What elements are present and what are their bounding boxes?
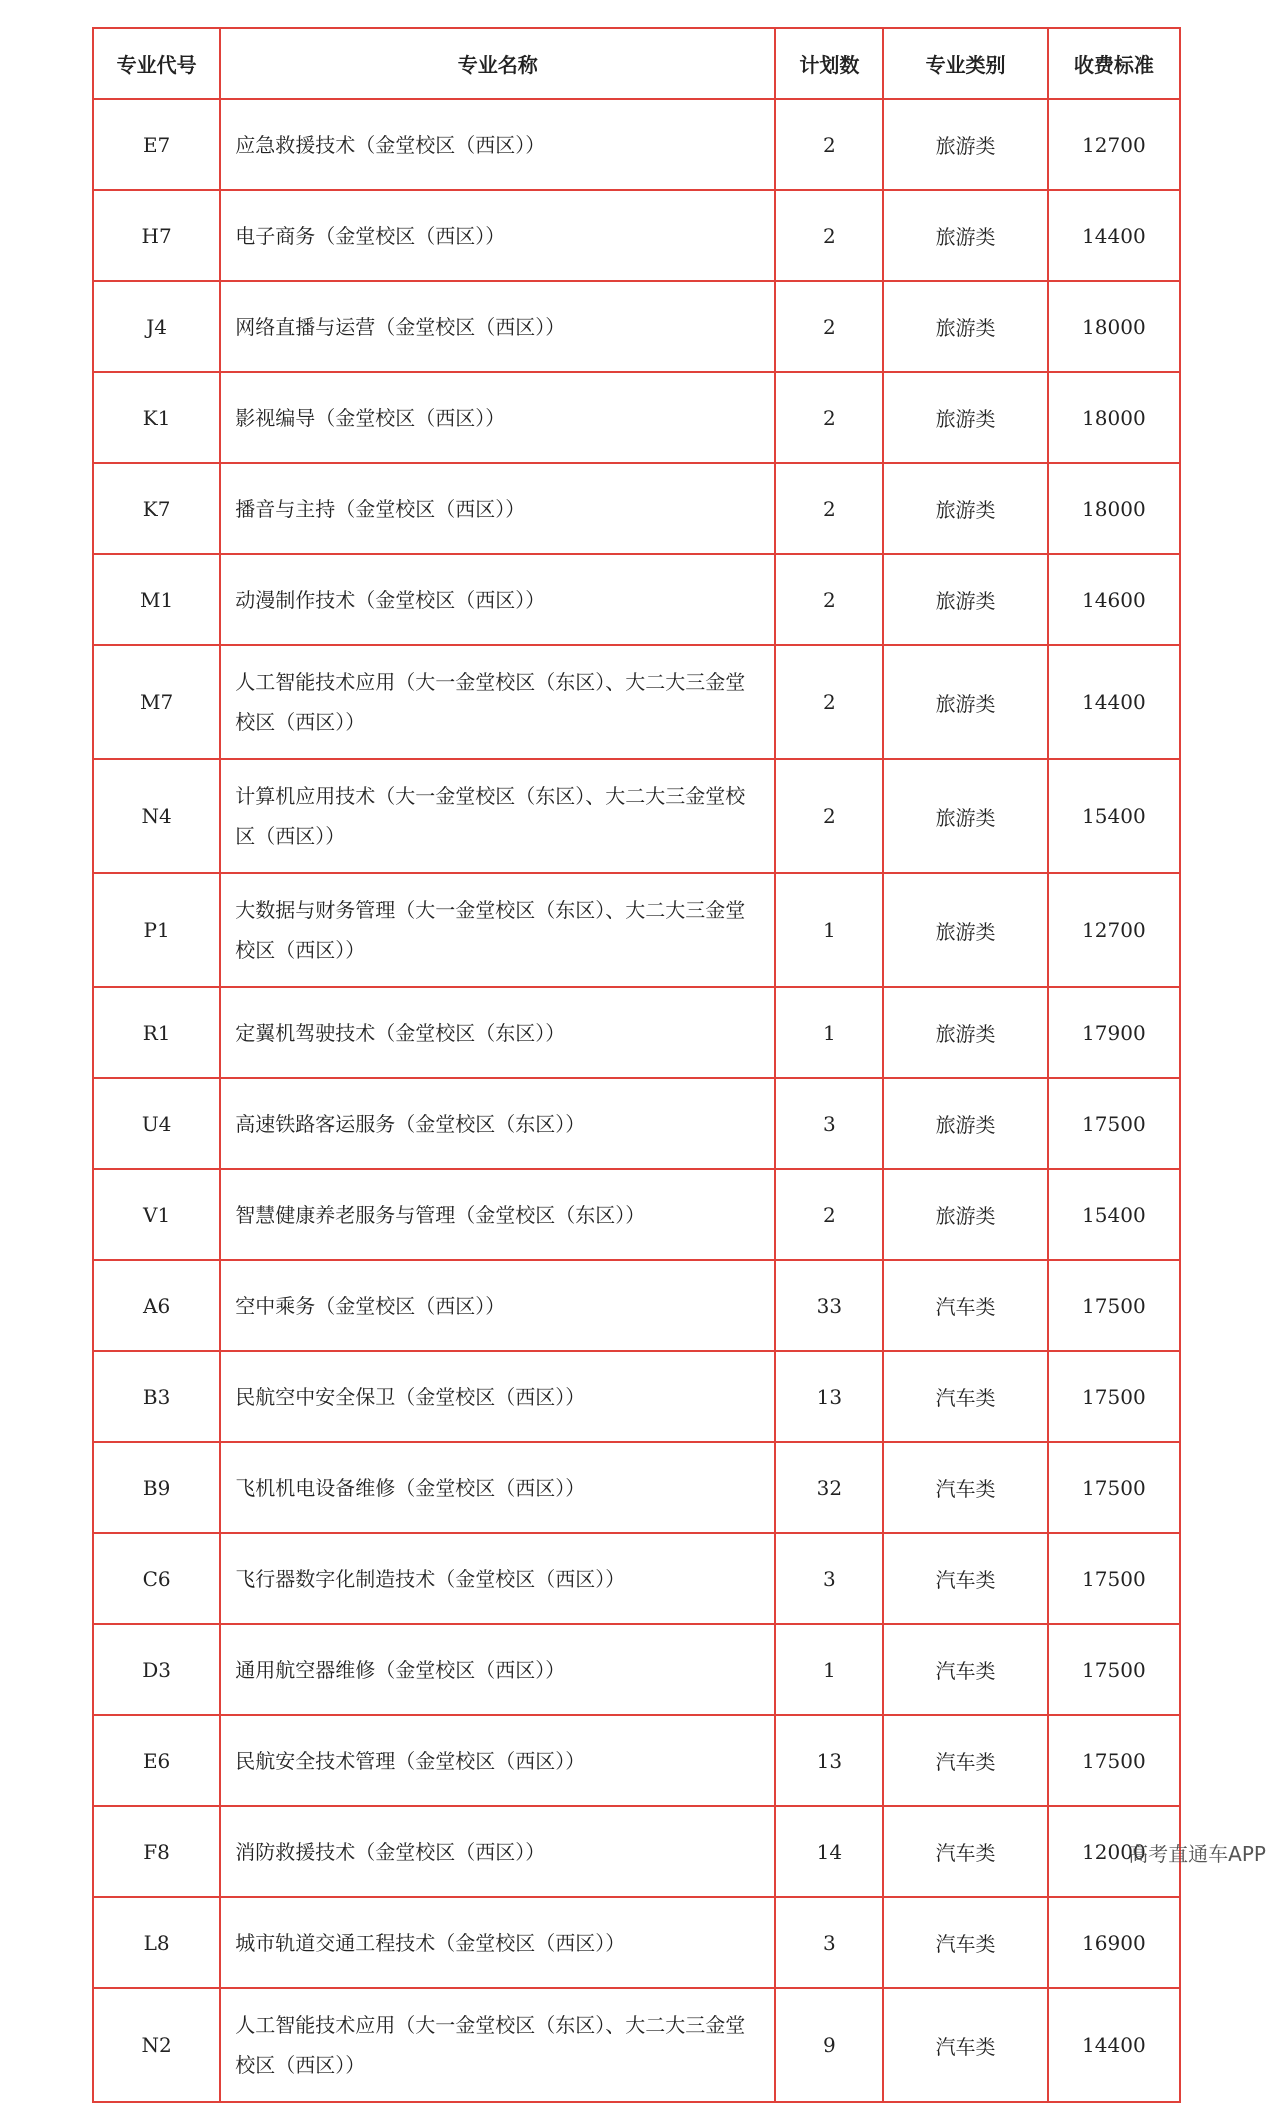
cell-name: 播音与主持（金堂校区（西区）） bbox=[220, 463, 775, 554]
cell-plan: 2 bbox=[775, 281, 883, 372]
table-row bbox=[93, 1806, 1180, 1897]
cell-fee: 18000 bbox=[1048, 372, 1180, 463]
header-fee: 收费标准 bbox=[1048, 28, 1180, 99]
table-row bbox=[93, 1715, 1180, 1806]
cell-fee: 14400 bbox=[1048, 645, 1180, 759]
cell-category: 旅游类 bbox=[883, 645, 1047, 759]
cell-code: F8 bbox=[93, 1806, 220, 1897]
cell-name: 动漫制作技术（金堂校区（西区）） bbox=[220, 554, 775, 645]
watermark-text: 高考直通车APP bbox=[1128, 1842, 1266, 1866]
cell-plan: 2 bbox=[775, 99, 883, 190]
cell-plan: 2 bbox=[775, 1169, 883, 1260]
cell-code: C6 bbox=[93, 1533, 220, 1624]
table-row bbox=[93, 190, 1180, 281]
cell-plan: 13 bbox=[775, 1351, 883, 1442]
header-name: 专业名称 bbox=[220, 28, 775, 99]
table-row bbox=[93, 1988, 1180, 2102]
cell-fee: 17900 bbox=[1048, 987, 1180, 1078]
cell-category: 汽车类 bbox=[883, 1806, 1047, 1897]
cell-plan: 2 bbox=[775, 759, 883, 873]
cell-category: 旅游类 bbox=[883, 1169, 1047, 1260]
table-row bbox=[93, 1351, 1180, 1442]
majors-table bbox=[92, 27, 1181, 2103]
cell-name: 民航空中安全保卫（金堂校区（西区）） bbox=[220, 1351, 775, 1442]
cell-name: 应急救援技术（金堂校区（西区）） bbox=[220, 99, 775, 190]
cell-code: V1 bbox=[93, 1169, 220, 1260]
table-row bbox=[93, 1260, 1180, 1351]
cell-code: N2 bbox=[93, 1988, 220, 2102]
cell-name: 大数据与财务管理（大一金堂校区（东区）、大二大三金堂校区（西区）） bbox=[220, 873, 775, 987]
header-code: 专业代号 bbox=[93, 28, 220, 99]
cell-plan: 32 bbox=[775, 1442, 883, 1533]
cell-fee: 17500 bbox=[1048, 1442, 1180, 1533]
cell-code: B3 bbox=[93, 1351, 220, 1442]
table-row bbox=[93, 987, 1180, 1078]
cell-plan: 2 bbox=[775, 554, 883, 645]
cell-name: 通用航空器维修（金堂校区（西区）） bbox=[220, 1624, 775, 1715]
cell-plan: 33 bbox=[775, 1260, 883, 1351]
cell-plan: 14 bbox=[775, 1806, 883, 1897]
cell-name: 空中乘务（金堂校区（西区）） bbox=[220, 1260, 775, 1351]
table-row bbox=[93, 1897, 1180, 1988]
table-row bbox=[93, 1624, 1180, 1715]
cell-code: E7 bbox=[93, 99, 220, 190]
cell-name: 高速铁路客运服务（金堂校区（东区）） bbox=[220, 1078, 775, 1169]
cell-code: P1 bbox=[93, 873, 220, 987]
cell-category: 旅游类 bbox=[883, 463, 1047, 554]
cell-category: 汽车类 bbox=[883, 1351, 1047, 1442]
table-row bbox=[93, 99, 1180, 190]
cell-category: 汽车类 bbox=[883, 1624, 1047, 1715]
cell-code: M7 bbox=[93, 645, 220, 759]
cell-fee: 12700 bbox=[1048, 99, 1180, 190]
cell-code: R1 bbox=[93, 987, 220, 1078]
cell-code: D3 bbox=[93, 1624, 220, 1715]
cell-plan: 2 bbox=[775, 463, 883, 554]
cell-category: 汽车类 bbox=[883, 1988, 1047, 2102]
cell-category: 旅游类 bbox=[883, 372, 1047, 463]
cell-plan: 2 bbox=[775, 645, 883, 759]
cell-plan: 3 bbox=[775, 1078, 883, 1169]
cell-fee: 18000 bbox=[1048, 281, 1180, 372]
cell-fee: 12700 bbox=[1048, 873, 1180, 987]
cell-fee: 17500 bbox=[1048, 1533, 1180, 1624]
cell-code: L8 bbox=[93, 1897, 220, 1988]
cell-plan: 3 bbox=[775, 1897, 883, 1988]
cell-name: 城市轨道交通工程技术（金堂校区（西区）） bbox=[220, 1897, 775, 1988]
cell-fee: 18000 bbox=[1048, 463, 1180, 554]
cell-category: 旅游类 bbox=[883, 281, 1047, 372]
cell-plan: 2 bbox=[775, 372, 883, 463]
table-row bbox=[93, 759, 1180, 873]
cell-name: 智慧健康养老服务与管理（金堂校区（东区）） bbox=[220, 1169, 775, 1260]
cell-plan: 1 bbox=[775, 873, 883, 987]
cell-category: 汽车类 bbox=[883, 1260, 1047, 1351]
table-header-row bbox=[93, 28, 1180, 99]
table-row bbox=[93, 554, 1180, 645]
cell-name: 消防救援技术（金堂校区（西区）） bbox=[220, 1806, 775, 1897]
cell-category: 汽车类 bbox=[883, 1897, 1047, 1988]
cell-fee: 17500 bbox=[1048, 1078, 1180, 1169]
cell-fee: 14400 bbox=[1048, 1988, 1180, 2102]
cell-code: J4 bbox=[93, 281, 220, 372]
cell-plan: 1 bbox=[775, 1624, 883, 1715]
header-plan: 计划数 bbox=[775, 28, 883, 99]
cell-category: 旅游类 bbox=[883, 873, 1047, 987]
cell-code: A6 bbox=[93, 1260, 220, 1351]
cell-plan: 13 bbox=[775, 1715, 883, 1806]
table-row bbox=[93, 463, 1180, 554]
cell-name: 飞机机电设备维修（金堂校区（西区）） bbox=[220, 1442, 775, 1533]
cell-fee: 17500 bbox=[1048, 1624, 1180, 1715]
cell-category: 旅游类 bbox=[883, 99, 1047, 190]
cell-code: N4 bbox=[93, 759, 220, 873]
cell-category: 汽车类 bbox=[883, 1715, 1047, 1806]
cell-name: 网络直播与运营（金堂校区（西区）） bbox=[220, 281, 775, 372]
table-row bbox=[93, 645, 1180, 759]
cell-code: B9 bbox=[93, 1442, 220, 1533]
cell-fee: 17500 bbox=[1048, 1260, 1180, 1351]
cell-plan: 9 bbox=[775, 1988, 883, 2102]
table-row bbox=[93, 873, 1180, 987]
cell-fee: 15400 bbox=[1048, 1169, 1180, 1260]
table-row bbox=[93, 1442, 1180, 1533]
cell-code: H7 bbox=[93, 190, 220, 281]
cell-code: E6 bbox=[93, 1715, 220, 1806]
cell-name: 电子商务（金堂校区（西区）） bbox=[220, 190, 775, 281]
cell-category: 旅游类 bbox=[883, 190, 1047, 281]
cell-name: 计算机应用技术（大一金堂校区（东区）、大二大三金堂校区（西区）） bbox=[220, 759, 775, 873]
header-category: 专业类别 bbox=[883, 28, 1047, 99]
cell-category: 旅游类 bbox=[883, 1078, 1047, 1169]
cell-plan: 1 bbox=[775, 987, 883, 1078]
cell-code: M1 bbox=[93, 554, 220, 645]
table-row bbox=[93, 281, 1180, 372]
cell-code: K7 bbox=[93, 463, 220, 554]
cell-category: 汽车类 bbox=[883, 1442, 1047, 1533]
cell-category: 旅游类 bbox=[883, 759, 1047, 873]
cell-category: 旅游类 bbox=[883, 987, 1047, 1078]
cell-fee: 14400 bbox=[1048, 190, 1180, 281]
cell-name: 定翼机驾驶技术（金堂校区（东区）） bbox=[220, 987, 775, 1078]
cell-fee: 15400 bbox=[1048, 759, 1180, 873]
cell-name: 人工智能技术应用（大一金堂校区（东区）、大二大三金堂校区（西区）） bbox=[220, 645, 775, 759]
cell-fee: 17500 bbox=[1048, 1715, 1180, 1806]
cell-fee: 14600 bbox=[1048, 554, 1180, 645]
cell-fee: 17500 bbox=[1048, 1351, 1180, 1442]
cell-fee: 12000 bbox=[1048, 1806, 1180, 1897]
cell-name: 人工智能技术应用（大一金堂校区（东区）、大二大三金堂校区（西区）） bbox=[220, 1988, 775, 2102]
table-row bbox=[93, 372, 1180, 463]
table-row bbox=[93, 1533, 1180, 1624]
cell-code: K1 bbox=[93, 372, 220, 463]
cell-fee: 16900 bbox=[1048, 1897, 1180, 1988]
cell-name: 影视编导（金堂校区（西区）） bbox=[220, 372, 775, 463]
cell-category: 旅游类 bbox=[883, 554, 1047, 645]
cell-plan: 2 bbox=[775, 190, 883, 281]
cell-name: 飞行器数字化制造技术（金堂校区（西区）） bbox=[220, 1533, 775, 1624]
table-row bbox=[93, 1078, 1180, 1169]
table-row bbox=[93, 1169, 1180, 1260]
cell-code: U4 bbox=[93, 1078, 220, 1169]
cell-category: 汽车类 bbox=[883, 1533, 1047, 1624]
cell-name: 民航安全技术管理（金堂校区（西区）） bbox=[220, 1715, 775, 1806]
cell-plan: 3 bbox=[775, 1533, 883, 1624]
